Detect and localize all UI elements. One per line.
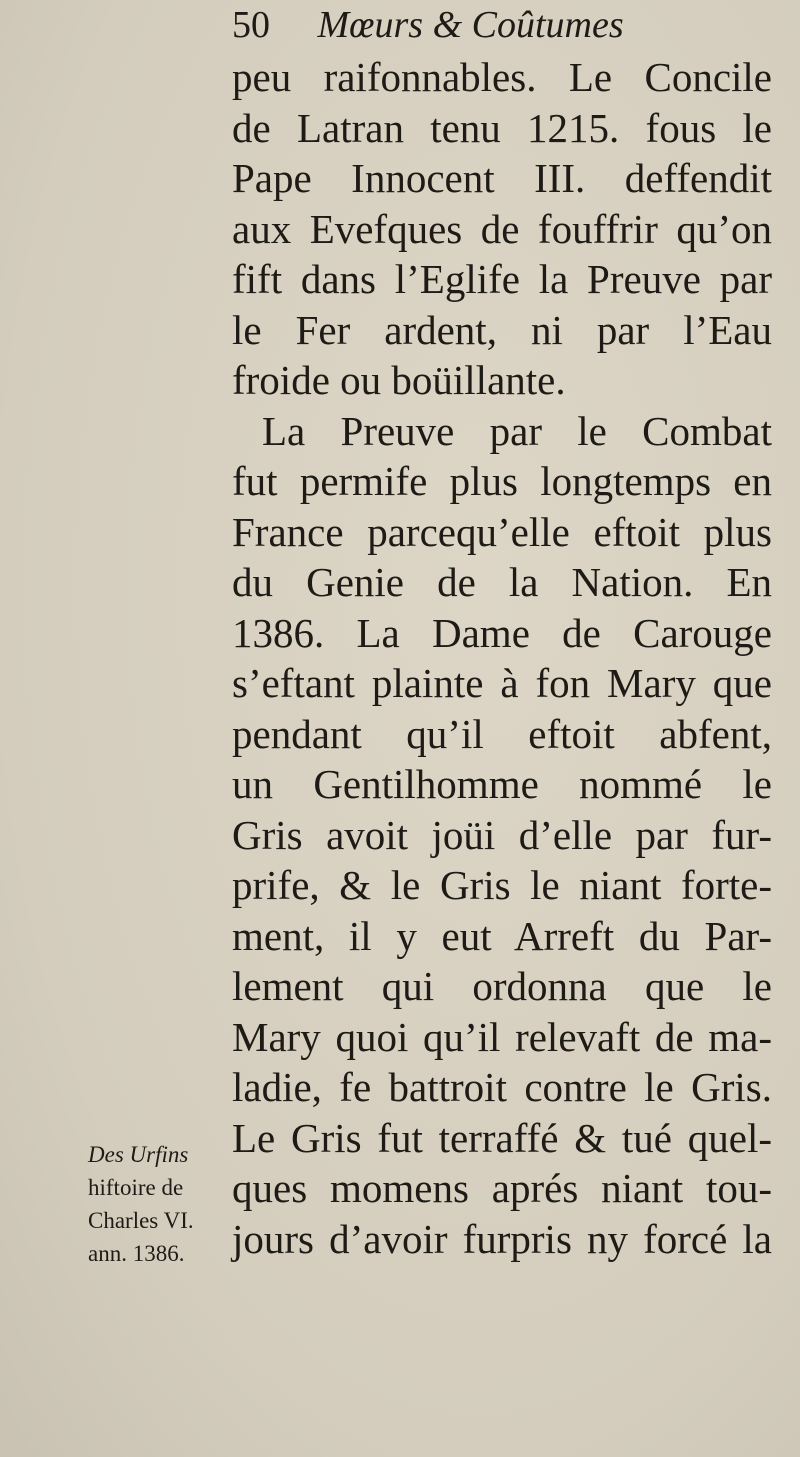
text-line: Gris avoit joüi d’elle par fur- [232, 811, 772, 858]
text-line: La Preuve par le Combat [262, 407, 772, 454]
text-line: pendant qu’il eftoit abfent, [232, 710, 772, 757]
text-line: peu raifonnables. Le Concile [232, 54, 772, 100]
text-line: Le Gris fut terraffé & tué quel- [232, 1114, 772, 1161]
margin-note-line: Des Urfins [88, 1142, 189, 1167]
margin-note-line: hiftoire de [88, 1175, 184, 1200]
margin-note [88, 1138, 233, 1270]
text-line: France parcequ’elle eftoit plus [232, 508, 772, 555]
text-line: jours d’avoir furpris ny forcé la [232, 1215, 772, 1262]
text-line: s’eftant plainte à fon Mary que [232, 660, 772, 706]
text-line: prife, & le Gris le niant forte- [232, 862, 772, 908]
running-title: Mœurs & Coûtumes [317, 4, 624, 46]
text-line: Pape Innocent III. deffendit [232, 155, 772, 201]
text-line: du Genie de la Nation. En [232, 559, 772, 605]
margin-note-line: ann. 1386. [88, 1241, 185, 1266]
text-line: ques momens aprés niant tou- [232, 1165, 772, 1211]
text-line: ladie, fe battroit contre le Gris. [232, 1064, 772, 1110]
text-line: froide ou boüillante. [232, 357, 566, 403]
text-line: un Gentilhomme nommé le [232, 761, 772, 807]
page-number: 50 [232, 4, 270, 46]
page-header [232, 0, 624, 50]
text-line: le Fer ardent, ni par l’Eau [232, 306, 772, 353]
text-line: de Latran tenu 1215. fous le [232, 104, 772, 151]
text-line: ment, il y eut Arreft du Par- [232, 912, 772, 959]
text-line: 1386. La Dame de Carouge [232, 609, 772, 656]
body-text [232, 52, 772, 1264]
text-line: lement qui ordonna que le [232, 963, 772, 1009]
text-line: fift dans l’Eglife la Preuve par [232, 256, 772, 302]
text-line: Mary quoi qu’il relevaft de ma- [232, 1013, 772, 1060]
text-line: fut permife plus longtemps en [232, 458, 772, 504]
margin-note-line: Charles VI. [88, 1208, 194, 1233]
text-line: aux Evefques de fouffrir qu’on [232, 205, 772, 252]
